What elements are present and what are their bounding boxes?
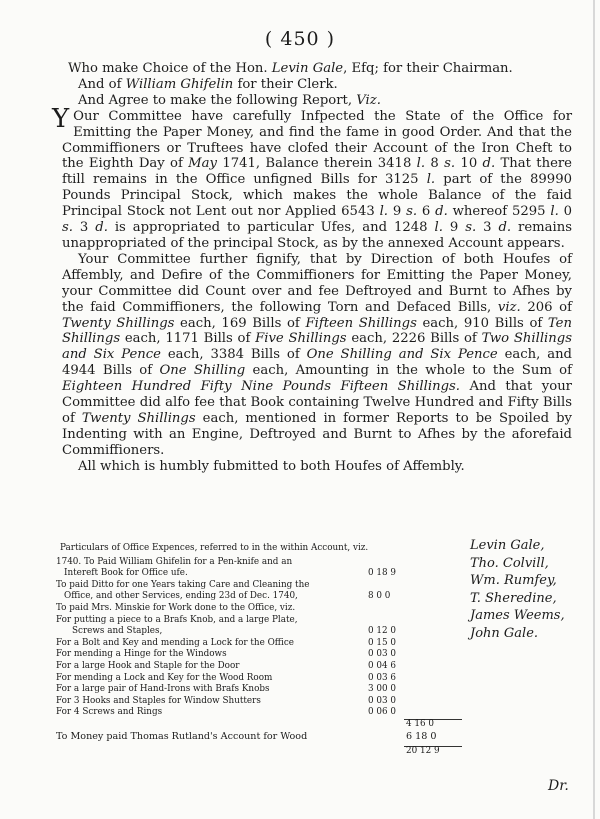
- catchword: Dr.: [548, 778, 569, 794]
- signature: John Gale.: [470, 625, 539, 641]
- office-expenses-account: [50, 543, 470, 758]
- report-body: [52, 61, 573, 475]
- signature: Levin Gale,: [470, 538, 545, 553]
- account-row: For a Bolt and Key and mending a Lock for the Office 0 15 0: [56, 637, 396, 648]
- account-row: For 4 Screws and Rings 0 06 0: [56, 707, 396, 718]
- account-row: For putting a piece to a Brafs Knob, and a large Plate,: [56, 614, 298, 625]
- account-row: For 3 Hooks and Staples for Window Shutters 0 03 0: [56, 695, 396, 706]
- chairman-line: Who make Choice of the Hon. Levin Gale, Efq; for their Chairman.: [68, 61, 513, 76]
- account-row: Intereft Book for Office ufe. 0 18 9: [64, 568, 396, 579]
- account-row: For mending a Lock and Key for the Wood Room 0 03 6: [56, 672, 396, 683]
- agree-line: And Agree to make the following Report, Viz.: [78, 92, 381, 108]
- account-row: To paid Ditto for one Years taking Care and Cleaning the: [56, 579, 310, 590]
- report-paragraph-1: Y Our Committee have carefully Infpected the State of the Office for Emitting the Paper Money, and find the fame in good Order. And that the Commiffioners or Truftees have clofed their Account of the Iron Cheft to the Eighth Day of May 1741, Balance therein 3418 l. 8 s. 10 d. That there ftill remains in the Office unfigned Bills for 3125 l. part of the 89990 Pounds Principal Stock, which makes the whole Balance of the faid Principal Stock not Lent out nor Applied 6543 l. 9 s. 6 d. whereof 5295 l. 0 s. 3 d. is appropriated to particular Ufes, and 1248 l. 9 s. 3 d. remains unappropriated of the principal Stock, as by the annexed Account appears.: [52, 103, 573, 251]
- account-row: For a large pair of Hand-Irons with Brafs Knobs 3 00 0: [56, 684, 396, 695]
- subtotal-row: [50, 719, 470, 731]
- signature: James Weems,: [470, 608, 565, 624]
- page-edge: [593, 0, 595, 819]
- account-row: 1740. To Paid William Ghifelin for a Pen-knife and an: [56, 556, 293, 567]
- report-paragraph-2: Your Committee further fignify, that by Direction of both Houfes of Affembly, and Defire of the Commiffioners for Emitting the Paper Money, your Committee did Count over and fee Deftroyed and Burnt to Afhes by the faid Commiffioners, the following Torn and Defaced Bills, viz. 206 of Twenty Shillings each, 169 Bills of Fifteen Shillings each, 910 Bills of Ten Shillings each, 1171 Bills of Five Shillings each, 2226 Bills of Two Shillings and Six Pence each, 3384 Bills of One Shilling and Six Pence each, and 4944 Bills of One Shilling each, Amounting in the whole to the Sum of Eighteen Hundred Fifty Nine Pounds Fifteen Shillings. And that your Committee did alfo fee that Book containing Twelve Hundred and Fifty Bills of Twenty Shillings each, mentioned in former Reports to be Spoiled by Indenting with an Engine, Deftroyed and Burnt to Afhes by the aforefaid Commiffioners.: [62, 251, 573, 458]
- clerk-line: And of William Ghifelin for their Clerk.: [78, 76, 338, 92]
- grand-total-amount: 20 12 9: [406, 746, 440, 757]
- drop-cap: Y: [52, 103, 70, 134]
- account-row: Office, and other Services, ending 23d of Dec. 1740, 8 0 0: [64, 591, 391, 602]
- subtotal-amount: 4 16 0: [406, 718, 434, 729]
- page-number: ( 450 ): [264, 28, 336, 50]
- signature: Tho. Colvill,: [470, 555, 549, 571]
- account-row: For mending a Hinge for the Windows 0 03 0: [56, 649, 396, 660]
- account-row: For a large Hook and Staple for the Door 0 04 6: [56, 660, 396, 671]
- grand-total-row: [50, 746, 470, 758]
- signature: Wm. Rumfey,: [470, 573, 557, 589]
- closing-line: All which is humbly fubmitted to both Houfes of Affembly.: [78, 458, 465, 474]
- account-heading: Particulars of Office Expences, referred to in the within Account, viz.: [60, 543, 369, 553]
- committee-signatures: [470, 537, 590, 643]
- account-row: To paid Mrs. Minskie for Work done to the Office, viz.: [56, 602, 296, 613]
- wood-row: To Money paid Thomas Rutland's Account for Wood 6 18 0: [56, 730, 437, 742]
- account-row: Screws and Staples, 0 12 0: [72, 626, 396, 637]
- signature: T. Sheredine,: [470, 590, 557, 606]
